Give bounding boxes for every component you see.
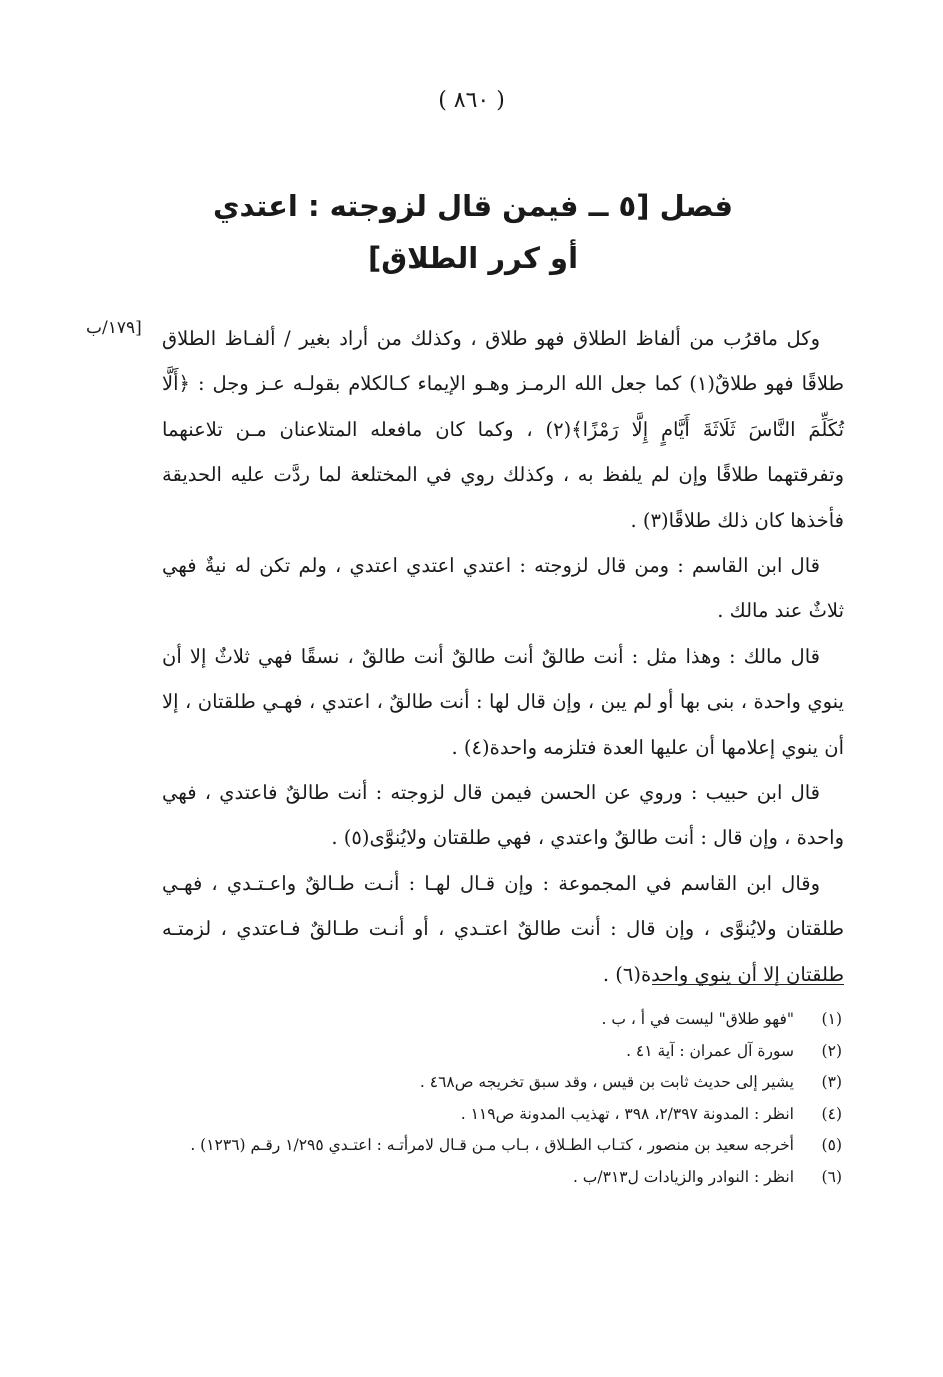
footnote (158, 1099, 842, 1131)
paragraph: وقال ابن القاسم في المجموعة : وإن قـال لهـا : أنـت طـالقٌ واعـتـدي ، فهـي طلقتان ولايُنوَّى ، وإن قال : أنت طالقٌ اعتـدي ، أو أنـت طـالقٌ فـاعتدي ، لزمتـه طلقتان إلا أن ينوي واحدة(٦) . (162, 871, 844, 986)
footnotes-list (158, 1004, 842, 1193)
manuscript-folio-marker: [١٧٩/ب (86, 318, 142, 338)
footnote-number: (١) (821, 1010, 842, 1028)
footnote-text: يشير إلى حديث ثابت بن قيس ، وقد سبق تخريجه ص٤٦٨ . (419, 1073, 794, 1091)
chapter-title-line-1: فصل [٥ ــ فيمن قال لزوجته : اعتدي (212, 189, 734, 223)
footnote (158, 1067, 842, 1099)
footnote-number: (٤) (821, 1104, 842, 1123)
paragraph: قال مالك : وهذا مثل : أنت طالقٌ أنت طالقٌ أنت طالقٌ ، نسقًا فهي ثلاثٌ إلا أن ينوي واحدة ، بنى بها أو لم يبن ، وإن قال لها : أنت طالقٌ ، اعتدي ، فهـي طلقتان ، إلا أن ينوي إعلامها أن عليها العدة فتلزمه واحدة(٤) . (162, 644, 844, 759)
chapter-title-line-2: أو كرر الطلاق] (367, 241, 579, 275)
footnote-number: (٦) (821, 1167, 842, 1186)
paragraph: قال ابن حبيب : وروي عن الحسن فيمن قال لزوجته : أنت طالقٌ فاعتدي ، فهي واحدة ، وإن قال : أنت طالقٌ واعتدي ، فهي طلقتان ولايُنوَّى(٥) . (162, 781, 844, 850)
footnote (158, 1162, 842, 1194)
footnote (158, 1004, 842, 1036)
paragraph: وكل ماقرُب من ألفاظ الطلاق فهو طلاق ، وكذلك من أراد بغير / ألفـاظ الطلاق طلاقًا فهو طلاقٌ(١) كما جعل الله الرمـز وهـو الإيماء كـالكلام بقولـه عـز وجل : ﴿أَلَّا تُكَلِّمَ النَّاسَ ثَلَاثَةَ أَيَّامٍ إِلَّا رَمْزًا﴾(٢) ، وكما كان مافعله المتلاعنان مـن تلاعنهما وتفرقتهما طلاقًا وإن لم يلفظ به ، وكذلك روي في المختلعة لما ردَّت عليه الحديقة فأخذها كان ذلك طلاقًا(٣) . (162, 327, 844, 532)
footnote-number: (٢) (821, 1041, 842, 1060)
footnote (158, 1130, 842, 1162)
chapter-title (120, 180, 826, 284)
footnote-number: (٣) (821, 1073, 842, 1091)
paragraph: قال ابن القاسم : ومن قال لزوجته : اعتدي اعتدي اعتدي ، ولم تكن له نيةٌ فهي ثلاثٌ عند مالك . (162, 554, 844, 623)
footnote-text: "فهو طلاق" ليست في أ ، ب . (601, 1010, 794, 1028)
footnote (158, 1036, 842, 1068)
footnote-text: أخرجه سعيد بن منصور ، كتـاب الطـلاق ، بـاب مـن قـال لامرأتـه : اعتـدي ١/٢٩٥ رقـم (١٢٣٦) . (190, 1136, 794, 1154)
footnote-number: (٥) (821, 1136, 842, 1154)
body-text (162, 316, 844, 997)
footnote-text: انظر : المدونة ٢/٣٩٧، ٣٩٨ ، تهذيب المدونة ص١١٩ . (460, 1104, 794, 1123)
footnote-text: سورة آل عمران : آية ٤١ . (626, 1041, 794, 1060)
footnote-separator (652, 984, 844, 985)
footnote-text: انظر : النوادر والزيادات ل٣١٣/ب . (572, 1167, 794, 1186)
page-number: ( ٨٦٠ ) (438, 88, 505, 113)
